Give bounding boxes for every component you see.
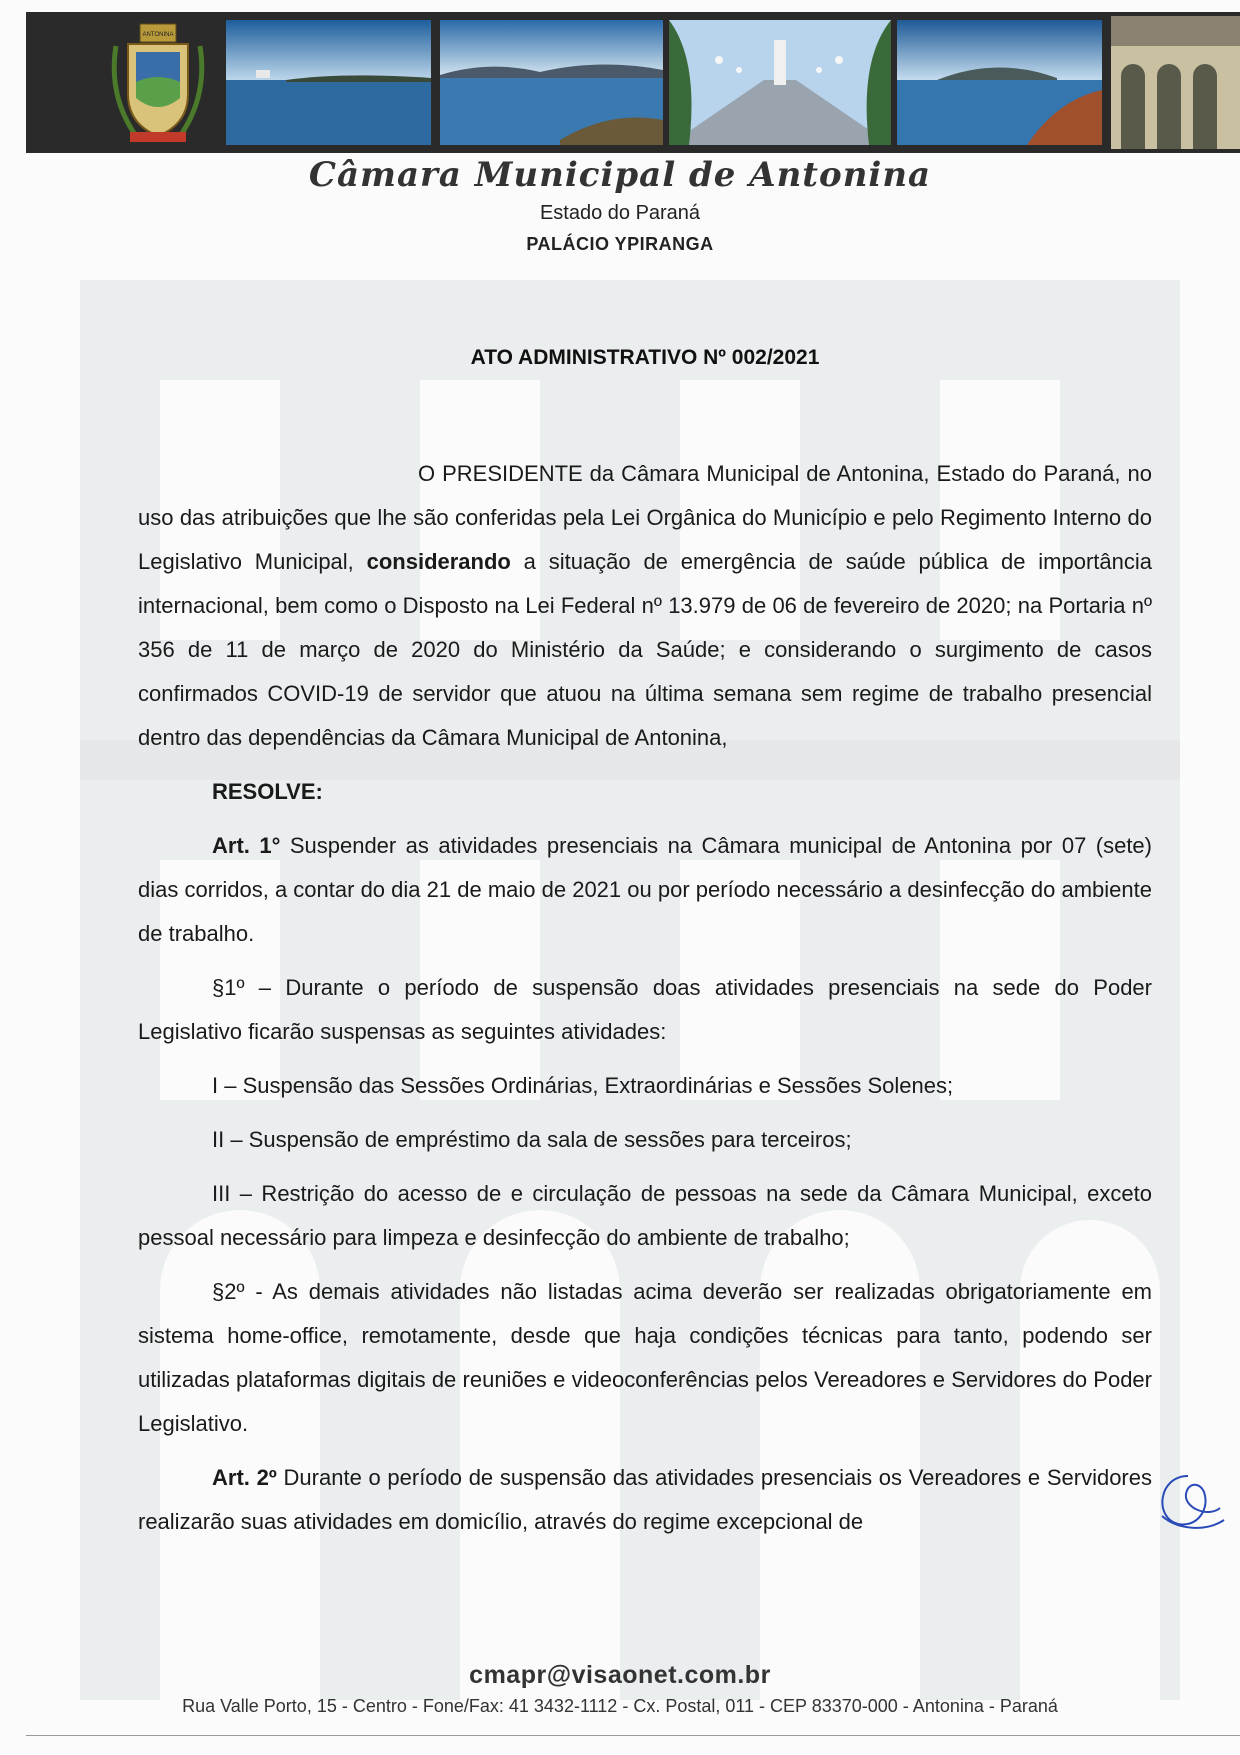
- item-2: II – Suspensão de empréstimo da sala de sessões para terceiros;: [212, 1127, 852, 1152]
- promenade-photo: [669, 20, 891, 145]
- paragraph-2: §2º - As demais atividades não listadas acima deverão ser realizadas obrigatoriamente em sistema home-office, remotamente, desde que haja condições técnicas para tanto, podendo ser utilizadas plataformas digitais de reuniões e videoconferências pelos Vereadores e Servidores do Poder Legislativo.: [138, 1279, 1152, 1436]
- svg-text:ANTONINA: ANTONINA: [142, 32, 174, 38]
- arcade-photo: [1111, 16, 1240, 149]
- footer-address: Rua Valle Porto, 15 - Centro - Fone/Fax: 41 3432-1112 - Cx. Postal, 011 - CEP 83370-000 - Antonina - Paraná: [182, 1696, 1058, 1716]
- article-2-label: Art. 2º: [212, 1465, 277, 1490]
- article-1-label: Art. 1°: [212, 833, 281, 858]
- article-2: [138, 1456, 1152, 1544]
- signature-initial-icon: [1148, 1468, 1228, 1548]
- palace-name: PALÁCIO YPIRANGA: [526, 234, 714, 254]
- footer-divider: [26, 1735, 1240, 1736]
- item-1: I – Suspensão das Sessões Ordinárias, Extraordinárias e Sessões Solenes;: [212, 1073, 954, 1098]
- chamber-title: Câmara Municipal de Antonina: [308, 155, 932, 195]
- article-2-text: Durante o período de suspensão das atividades presenciais os Vereadores e Servidores realizarão suas atividades em domicílio, através do regime excepcional de: [138, 1465, 1152, 1534]
- footer-email: cmapr@visaonet.com.br: [469, 1661, 771, 1689]
- document-title: ATO ADMINISTRATIVO Nº 002/2021: [470, 346, 820, 369]
- header-banner: [26, 12, 1240, 153]
- intro-bold: considerando: [366, 549, 511, 574]
- article-1-text: Suspender as atividades presenciais na Câmara municipal de Antonina por 07 (sete) dias corridos, a contar do dia 21 de maio de 2021 ou por período necessário a desinfecção do ambiente de trabalho.: [138, 833, 1152, 946]
- item-3: III – Restrição do acesso de e circulação de pessoas na sede da Câmara Municipal, exceto pessoal necessário para limpeza e desinfecção do ambiente de trabalho;: [138, 1181, 1152, 1250]
- intro-rest: a situação de emergência de saúde pública de importância internacional, bem como o Disposto na Lei Federal nº 13.979 de 06 de fevereiro de 2020; na Portaria nº 356 de 11 de março de 2020 do Ministério da Saúde; e considerando o surgimento de casos confirmados COVID-19 de servidor que atuou na última semana sem regime de trabalho presencial dentro das dependências da Câmara Municipal de Antonina,: [138, 549, 1152, 750]
- resolve-heading: RESOLVE:: [212, 779, 323, 804]
- document-body: [138, 452, 1152, 1544]
- bay-photo-3: [897, 20, 1102, 145]
- intro-text: O PRESIDENTE da Câmara Municipal de Antonina, Estado do Paraná, no uso das atribuições que lhe são conferidas pela Lei Orgânica do Município e pelo Regimento Interno do Legislativo Municipal,: [138, 461, 1152, 574]
- bay-photo-2: [440, 20, 663, 145]
- paragraph-1: §1º – Durante o período de suspensão doas atividades presenciais na sede do Poder Legislativo ficarão suspensas as seguintes atividades:: [138, 975, 1152, 1044]
- intro-paragraph: [138, 452, 1152, 760]
- article-1: [138, 824, 1152, 956]
- municipal-crest-icon: [106, 16, 210, 149]
- bay-photo-1: [226, 20, 431, 145]
- state-name: Estado do Paraná: [539, 202, 701, 224]
